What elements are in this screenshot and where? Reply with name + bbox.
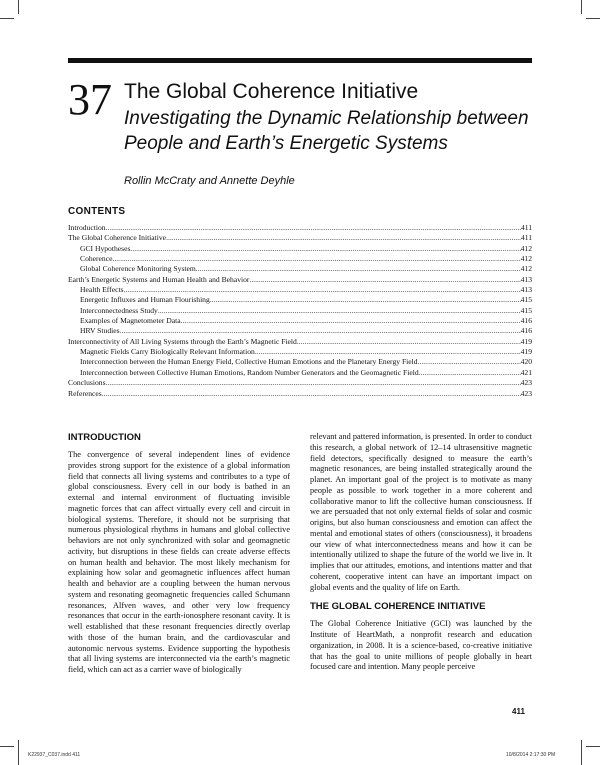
gci-heading: THE GLOBAL COHERENCE INITIATIVE xyxy=(310,601,486,613)
toc-leader-dots xyxy=(124,285,521,295)
toc-entry-page: 412 xyxy=(520,254,532,264)
toc-leader-dots xyxy=(297,337,521,347)
toc-entry xyxy=(68,368,532,378)
toc-entry xyxy=(68,326,532,336)
toc-entry xyxy=(68,275,532,285)
left-column xyxy=(68,432,290,676)
toc-entry-page: 416 xyxy=(520,316,532,326)
table-of-contents xyxy=(68,223,532,399)
toc-entry xyxy=(68,306,532,316)
toc-entry-page: 419 xyxy=(520,347,532,357)
footer-timestamp: 10/8/2014 2:17:30 PM xyxy=(506,752,556,758)
toc-entry-title: GCI Hypotheses xyxy=(80,243,131,253)
toc-entry xyxy=(68,347,532,357)
crop-mark xyxy=(18,0,19,14)
toc-entry-title: Energetic Influxes and Human Flourishing xyxy=(80,295,210,305)
crop-mark xyxy=(0,18,14,19)
chapter-authors: Rollin McCraty and Annette Deyhle xyxy=(124,175,295,187)
toc-entry-title: Examples of Magnetometer Data xyxy=(80,316,181,326)
toc-entry-title: Earth’s Energetic Systems and Human Health and Behavior xyxy=(68,274,250,284)
toc-entry-title: Interconnectedness Study xyxy=(80,305,158,315)
toc-leader-dots xyxy=(112,254,520,264)
toc-entry-page: 419 xyxy=(520,336,532,346)
crop-mark xyxy=(0,746,14,747)
toc-leader-dots xyxy=(196,264,521,274)
toc-entry-title: Coherence xyxy=(80,254,113,264)
introduction-heading: INTRODUCTION xyxy=(68,432,141,443)
toc-leader-dots xyxy=(120,326,521,336)
toc-entry xyxy=(68,254,532,264)
crop-mark xyxy=(581,0,582,14)
toc-entry-title: HRV Studies xyxy=(80,326,120,336)
toc-entry-title: Magnetic Fields Carry Biologically Relevant Information xyxy=(80,347,255,357)
toc-entry-page: 423 xyxy=(520,378,532,388)
toc-entry-title: Interconnection between Collective Human Emotions, Random Number Generators and the Geomagnetic Field xyxy=(80,367,419,377)
right-column xyxy=(310,432,532,673)
toc-entry-page: 415 xyxy=(520,305,532,315)
gci-paragraph: The Global Coherence Initiative (GCI) was launched by the Institute of HeartMath, a nonprofit research and education organization, in 2008. It is a science-based, co-creative initiative that has the goal to unite millions of people globally in heart focused care and intention. Many people perceive xyxy=(310,619,532,672)
toc-entry xyxy=(68,316,532,326)
introduction-continuation: relevant and pattered information, is presented. In order to conduct this research, a global network of 12–14 ultrasensitive magnetic field detectors, specifically designed to measure the earth’s magnetic resonances, are being installed strategically around the planet. An important goal of the project is to motivate as many people as possible to work together in a more coherent and collaborative manor to lift the collective human consciousness. If we are persuaded that not only external fields of solar and cosmic origins, but also human consciousness and emotion can affect the mental and emotional states of others (consciousness), it broadens our view of what interconnectedness means and how it can be intentionally utilized to shape the future of the world we live in. It implies that our attitudes, emotions, and intentions matter and that coherent, cooperative intent can have an important impact on global events and the quality of life on Earth. xyxy=(310,432,532,592)
toc-leader-dots xyxy=(249,275,520,285)
toc-entry xyxy=(68,285,532,295)
toc-entry-title: The Global Coherence Initiative xyxy=(68,233,167,243)
toc-entry-page: 411 xyxy=(520,223,532,232)
chapter-title: The Global Coherence Initiative xyxy=(124,80,419,103)
toc-entry xyxy=(68,233,532,243)
toc-entry-page: 423 xyxy=(520,388,532,398)
toc-leader-dots xyxy=(181,316,521,326)
toc-leader-dots xyxy=(418,357,521,367)
footer-file-info: K22937_C037.indd 411 xyxy=(28,752,81,758)
toc-leader-dots xyxy=(102,389,521,399)
toc-entry xyxy=(68,378,532,388)
crop-mark xyxy=(18,740,19,765)
toc-leader-dots xyxy=(106,223,521,233)
toc-leader-dots xyxy=(106,378,521,388)
toc-leader-dots xyxy=(130,244,520,254)
toc-entry-title: Interconnectivity of All Living Systems through the Earth’s Magnetic Field xyxy=(68,336,297,346)
toc-leader-dots xyxy=(419,368,521,378)
toc-entry xyxy=(68,357,532,367)
introduction-paragraph: The convergence of several independent lines of evidence provides strong support for the existence of a global information field that connects all living systems and contributes to a type of global consciousness. Every cell in our body is bathed in an external and internal environment of fluctuating invisible magnetic forces that can affect virtually every cell and circuit in biological systems. Therefore, it should not be surprising that numerous physiological rhythms in humans and global collective behaviors are not only synchronized with solar and geomagnetic activity, but disruptions in these fields can create adverse effects on human health and behavior. The most likely mechanism for explaining how solar and geomagnetic influences affect human health and behavior are a coupling between the human nervous system and resonating geomagnetic frequencies called Schumann resonances, Alfven waves, and other very low frequency resonances that occur in the earth-ionosphere resonant cavity. It is well established that these resonant frequencies directly overlap with those of the human brain, and the cardiovascular and autonomic nervous systems. Evidence supporting the hypothesis that all living systems are interconnected via the earth’s magnetic field, which can act as a carrier wave of biologically xyxy=(68,450,290,674)
crop-mark xyxy=(586,746,600,747)
chapter-top-rule xyxy=(68,58,532,63)
toc-entry-title: Global Coherence Monitoring System xyxy=(80,264,196,274)
toc-leader-dots xyxy=(158,306,521,316)
crop-mark xyxy=(581,740,582,765)
toc-entry-page: 421 xyxy=(520,367,532,377)
toc-entry xyxy=(68,244,532,254)
toc-entry-title: Interconnection between the Human Energy Field, Collective Human Emotions and the Planetary Energy Field xyxy=(80,357,418,367)
toc-entry-title: Health Effects xyxy=(80,285,124,295)
toc-leader-dots xyxy=(210,295,521,305)
toc-entry xyxy=(68,295,532,305)
chapter-subtitle: Investigating the Dynamic Relationship between People and Earth’s Energetic Systems xyxy=(124,108,529,154)
toc-entry-page: 411 xyxy=(520,233,532,243)
toc-entry-page: 412 xyxy=(520,264,532,274)
toc-entry-page: 420 xyxy=(520,357,532,367)
toc-entry xyxy=(68,223,532,233)
toc-entry-title: Conclusions xyxy=(68,378,106,388)
toc-leader-dots xyxy=(255,347,521,357)
toc-leader-dots xyxy=(166,233,521,243)
page-number: 411 xyxy=(512,707,525,716)
toc-entry-page: 415 xyxy=(520,295,532,305)
chapter-number: 37 xyxy=(68,75,112,124)
toc-entry xyxy=(68,389,532,399)
toc-entry xyxy=(68,337,532,347)
toc-entry-page: 412 xyxy=(520,243,532,253)
toc-entry-page: 413 xyxy=(520,274,532,284)
toc-entry xyxy=(68,264,532,274)
toc-entry-title: References xyxy=(68,388,102,398)
crop-mark xyxy=(586,18,600,19)
toc-entry-title: Introduction xyxy=(68,223,106,232)
toc-entry-page: 416 xyxy=(520,326,532,336)
toc-entry-page: 413 xyxy=(520,285,532,295)
contents-heading: CONTENTS xyxy=(68,206,126,217)
